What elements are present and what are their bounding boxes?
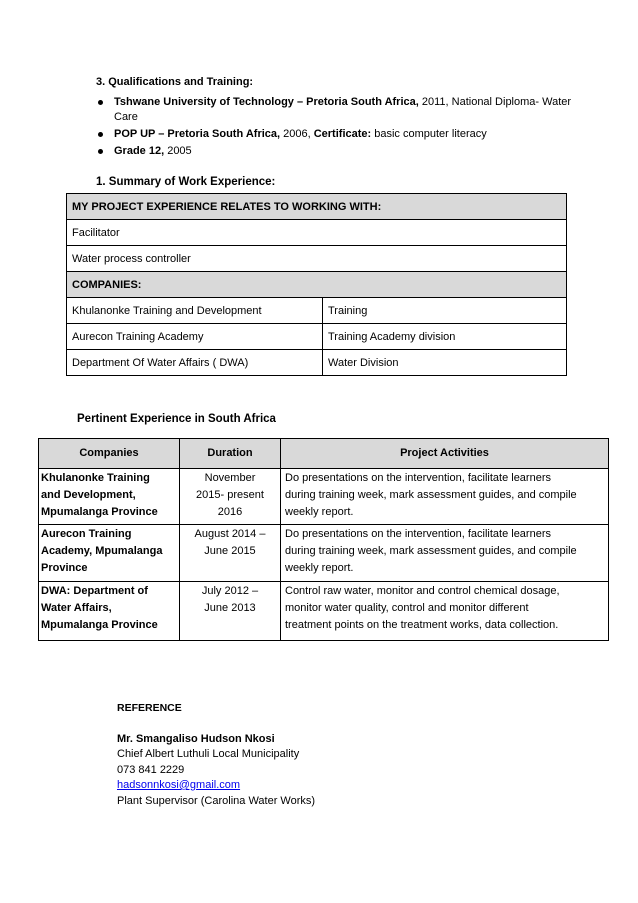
duration-line: 2015- present bbox=[196, 489, 264, 501]
company-cell bbox=[39, 525, 180, 582]
company-line: Mpumalanga Province bbox=[41, 619, 158, 631]
reference-email-link[interactable]: hadsonnkosi@gmail.com bbox=[117, 779, 241, 791]
table-row bbox=[67, 194, 567, 220]
activities-line: Do presentations on the intervention, facilitate learners bbox=[285, 528, 551, 540]
table-row bbox=[67, 298, 567, 324]
qualification-detail: basic computer literacy bbox=[371, 128, 487, 140]
bullet-icon bbox=[98, 149, 103, 154]
duration-cell bbox=[180, 582, 281, 641]
duration-line: August 2014 – bbox=[194, 528, 266, 540]
company-name-cell: Department Of Water Affairs ( DWA) bbox=[67, 350, 323, 376]
column-header-companies: Companies bbox=[39, 439, 180, 469]
qualifications-list bbox=[96, 95, 576, 161]
duration-line: June 2015 bbox=[204, 545, 256, 557]
reference-phone: 073 841 2229 bbox=[117, 763, 185, 776]
reference-heading: REFERENCE bbox=[117, 702, 182, 714]
companies-header: COMPANIES: bbox=[67, 272, 567, 298]
reference-position: Plant Supervisor (Carolina Water Works) bbox=[117, 794, 316, 807]
table-header: MY PROJECT EXPERIENCE RELATES TO WORKING WITH: bbox=[67, 194, 567, 220]
table-row bbox=[39, 525, 609, 582]
list-item bbox=[96, 127, 576, 142]
table-row bbox=[39, 469, 609, 525]
qualification-type: Certificate: bbox=[313, 128, 372, 140]
table-row bbox=[67, 220, 567, 246]
list-item bbox=[96, 144, 576, 159]
table-row bbox=[67, 246, 567, 272]
company-line: Mpumalanga Province bbox=[41, 506, 158, 518]
list-item bbox=[96, 95, 576, 125]
reference-organisation: Chief Albert Luthuli Local Municipality bbox=[117, 748, 300, 760]
qualification-detail: 2011, National Diploma- Water bbox=[418, 96, 572, 108]
table-header-row bbox=[39, 439, 609, 469]
table-row bbox=[67, 272, 567, 298]
company-cell bbox=[39, 469, 180, 525]
table-row bbox=[67, 350, 567, 376]
duration-line: June 2013 bbox=[204, 602, 256, 614]
company-line: Province bbox=[41, 562, 88, 574]
activities-line: Do presentations on the intervention, facilitate learners bbox=[285, 472, 551, 484]
duration-cell bbox=[180, 525, 281, 582]
activities-cell bbox=[281, 582, 609, 641]
pertinent-experience-table bbox=[38, 438, 609, 641]
table-row bbox=[39, 582, 609, 641]
duration-line: November bbox=[204, 472, 256, 484]
summary-heading: 1. Summary of Work Experience: bbox=[96, 176, 276, 188]
company-line: Aurecon Training bbox=[41, 528, 132, 540]
bullet-icon bbox=[98, 132, 103, 137]
activities-line: weekly report. bbox=[285, 562, 354, 574]
activities-line: during training week, mark assessment guides, and compile bbox=[285, 545, 577, 557]
company-division-cell: Training Academy division bbox=[323, 324, 567, 350]
company-line: and Development, bbox=[41, 489, 136, 501]
duration-line: July 2012 – bbox=[201, 585, 259, 597]
qualification-institution: POP UP – Pretoria South Africa, bbox=[114, 128, 281, 140]
activities-line: during training week, mark assessment guides, and compile bbox=[285, 489, 577, 501]
qualification-year: 2005 bbox=[164, 145, 192, 157]
duration-line: 2016 bbox=[217, 506, 243, 518]
activities-cell bbox=[281, 469, 609, 525]
qualifications-heading: 3. Qualifications and Training: bbox=[96, 76, 254, 88]
company-line: Academy, Mpumalanga bbox=[41, 545, 163, 557]
qualification-year: 2006, bbox=[280, 128, 314, 140]
role-cell: Water process controller bbox=[67, 246, 567, 272]
activities-cell bbox=[281, 525, 609, 582]
column-header-activities: Project Activities bbox=[281, 439, 609, 469]
pertinent-heading: Pertinent Experience in South Africa bbox=[77, 413, 276, 425]
company-cell bbox=[39, 582, 180, 641]
qualification-detail-cont: Care bbox=[114, 111, 138, 123]
company-division-cell: Training bbox=[323, 298, 567, 324]
table-row bbox=[67, 324, 567, 350]
column-header-duration: Duration bbox=[180, 439, 281, 469]
company-name-cell: Khulanonke Training and Development bbox=[67, 298, 323, 324]
project-experience-table bbox=[66, 193, 567, 376]
qualification-institution: Grade 12, bbox=[114, 145, 165, 157]
activities-line: treatment points on the treatment works, data collection. bbox=[285, 619, 559, 631]
qualification-institution: Tshwane University of Technology – Pretoria South Africa, bbox=[114, 96, 419, 108]
company-line: DWA: Department of bbox=[41, 585, 148, 597]
company-line: Khulanonke Training bbox=[41, 472, 150, 484]
bullet-icon bbox=[98, 100, 103, 105]
company-name-cell: Aurecon Training Academy bbox=[67, 324, 323, 350]
reference-name: Mr. Smangaliso Hudson Nkosi bbox=[117, 732, 275, 745]
company-line: Water Affairs, bbox=[41, 602, 112, 614]
reference-block bbox=[117, 701, 315, 809]
company-division-cell: Water Division bbox=[323, 350, 567, 376]
activities-line: monitor water quality, control and monitor different bbox=[285, 602, 529, 614]
activities-line: Control raw water, monitor and control chemical dosage, bbox=[285, 585, 560, 597]
role-cell: Facilitator bbox=[67, 220, 567, 246]
duration-cell bbox=[180, 469, 281, 525]
activities-line: weekly report. bbox=[285, 506, 354, 518]
